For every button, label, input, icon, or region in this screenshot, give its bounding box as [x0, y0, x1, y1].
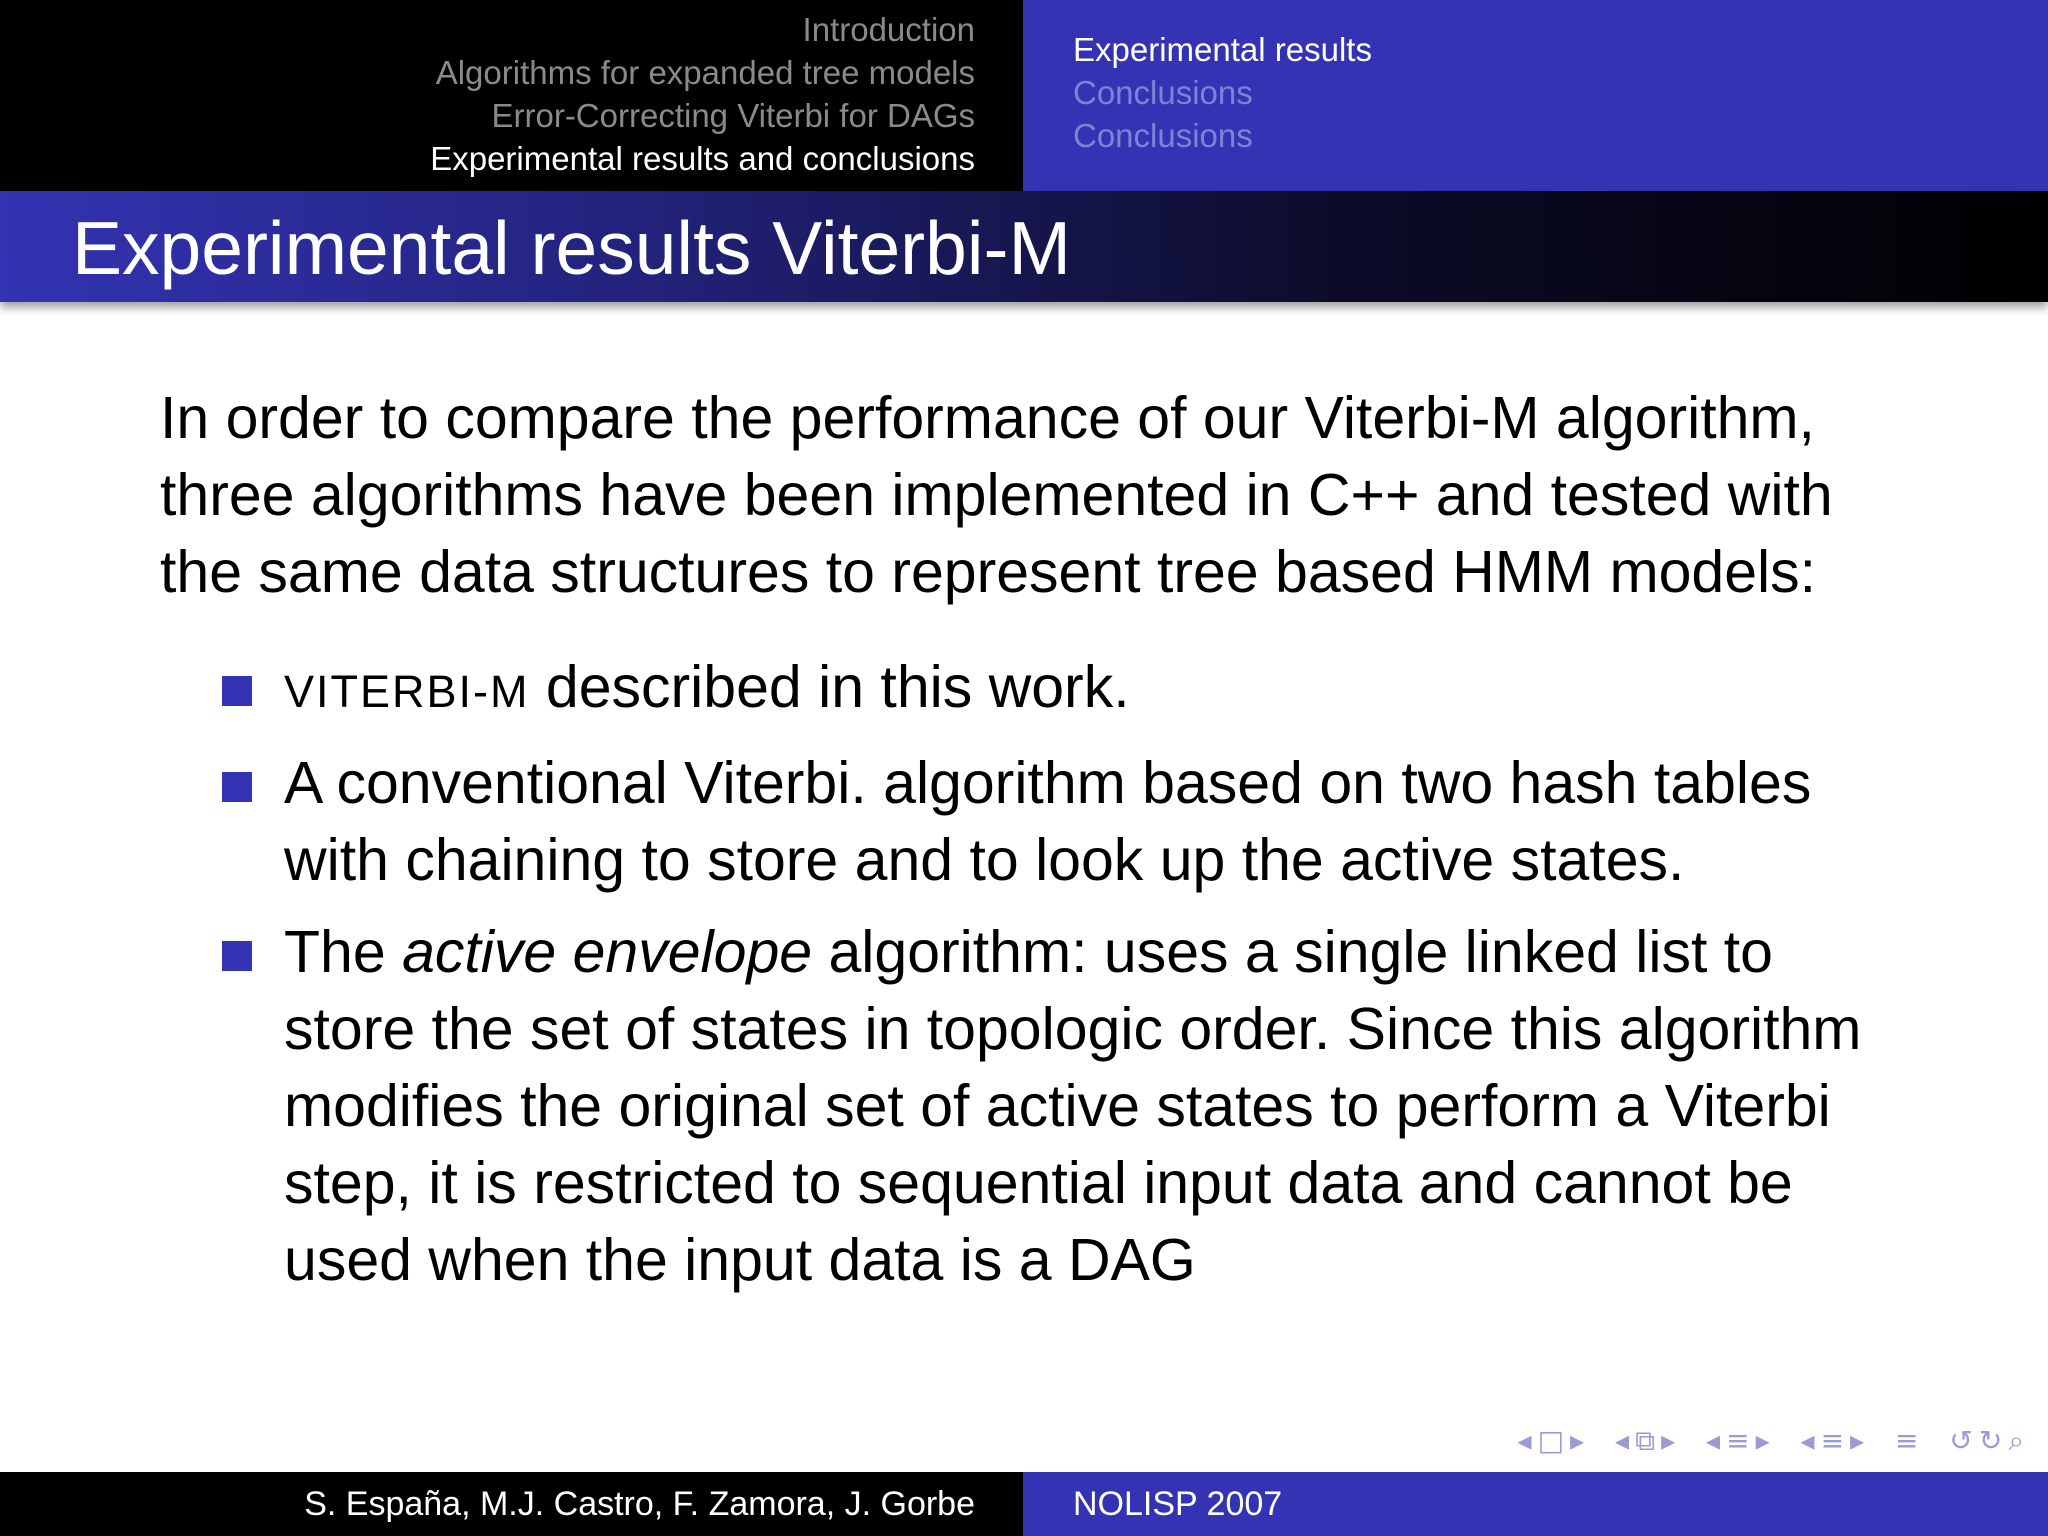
nav-subsection-experimental-results[interactable]: Experimental results: [1073, 31, 1372, 68]
footer-conference: NOLISP 2007: [1073, 1485, 1283, 1523]
header-subsections-panel: [1023, 0, 2048, 191]
nav-section-experimental[interactable]: Experimental results and conclusions: [430, 140, 975, 177]
subsection-navigation: [1073, 28, 1372, 157]
nav-subsection-conclusions-2[interactable]: Conclusions: [1073, 117, 1253, 154]
bullet-item-conventional-viterbi: [160, 745, 1900, 899]
nav-align-icon[interactable]: ≡: [1895, 1424, 1925, 1457]
bullet-prefix: The: [284, 919, 403, 985]
italic-term: active envelope: [402, 919, 813, 985]
nav-section-introduction[interactable]: Introduction: [802, 11, 975, 48]
header-sections-panel: [0, 0, 1023, 191]
nav-section-algorithms[interactable]: Algorithms for expanded tree models: [435, 54, 975, 91]
title-bar: [0, 191, 2048, 302]
nav-subsection-conclusions-1[interactable]: Conclusions: [1073, 74, 1253, 111]
nav-subsection-icon[interactable]: ◂⧉▸: [1615, 1424, 1682, 1457]
bullet-text: A conventional Viterbi. algorithm based on two hash tables with chaining to store and to look up the active states.: [284, 750, 1812, 893]
smallcaps-term: VITERBI-M: [284, 666, 530, 717]
bullet-item-viterbi-m: [160, 649, 1900, 730]
slide-body: [160, 380, 1900, 1314]
nav-search-icon[interactable]: ↺↻⌕: [1949, 1424, 2030, 1457]
intro-paragraph: In order to compare the performance of our Viterbi-M algorithm, three algorithms have been implemented in C++ and tested with the same data structures to represent tree based HMM models:: [160, 385, 1833, 605]
slide-title: Experimental results Viterbi-M: [72, 206, 1071, 290]
footer-conference-panel: [1023, 1472, 2048, 1536]
square-bullet-icon: [222, 772, 252, 802]
bullet-text: described in this work.: [529, 654, 1130, 720]
square-bullet-icon: [222, 941, 252, 971]
bullet-item-active-envelope: [160, 914, 1900, 1299]
bullet-text: algorithm: uses a single linked list to store the set of states in topologic order. Since this algorithm modifies the original set of active states to perform a Viterbi step, it is restricted to sequential input data and cannot be used when the input data is a DAG: [284, 919, 1862, 1293]
section-navigation: [430, 8, 975, 180]
square-bullet-icon: [222, 676, 252, 706]
footer-authors-panel: [0, 1472, 1023, 1536]
nav-frame-icon[interactable]: ◂□▸: [1517, 1424, 1591, 1457]
bullet-list: [160, 649, 1900, 1299]
nav-section-icon[interactable]: ◂≡▸: [1706, 1424, 1776, 1457]
nav-section-error-correcting[interactable]: Error-Correcting Viterbi for DAGs: [491, 97, 975, 134]
footer-authors: S. España, M.J. Castro, F. Zamora, J. Gorbe: [304, 1485, 975, 1523]
nav-document-icon[interactable]: ◂≡▸: [1800, 1424, 1871, 1457]
navigation-symbols: [1508, 1424, 2030, 1458]
